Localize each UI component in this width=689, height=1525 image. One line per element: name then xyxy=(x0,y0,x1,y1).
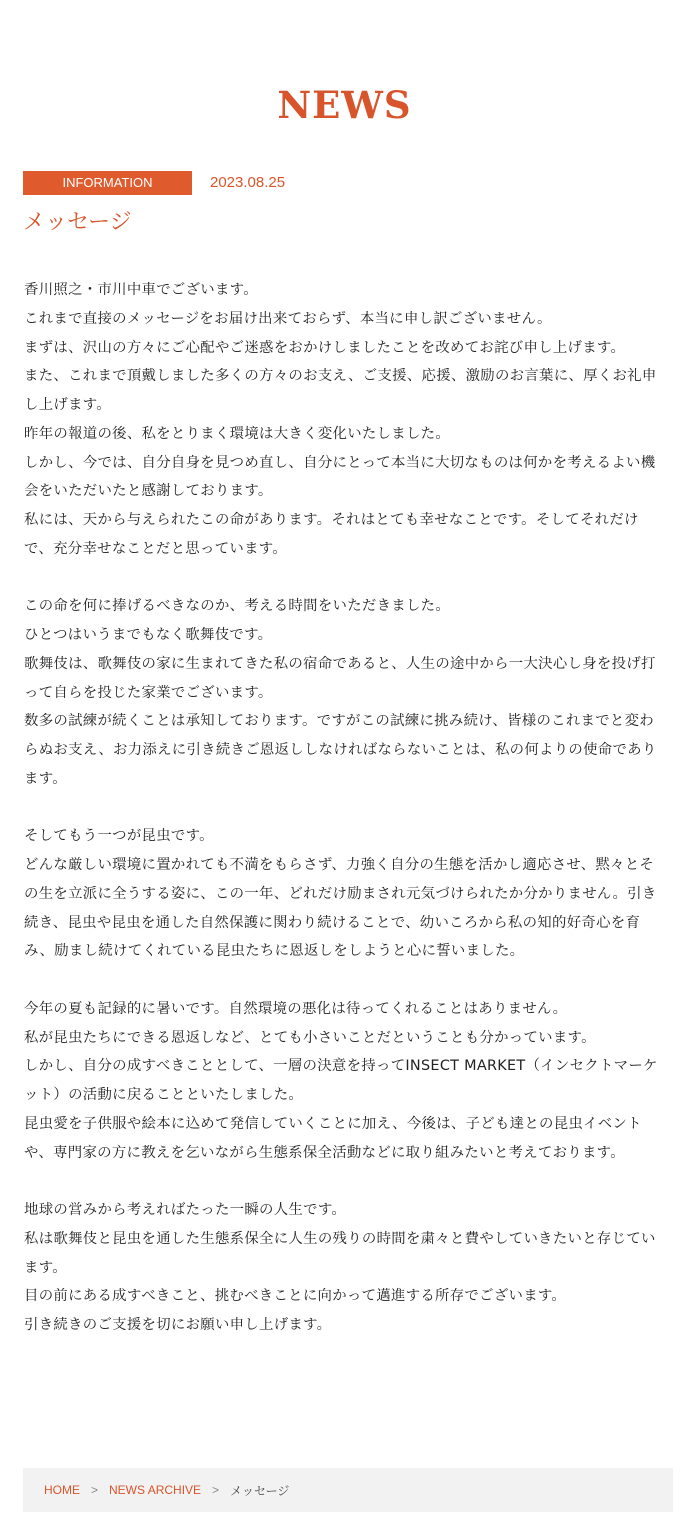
body-line: 香川照之・市川中車でございます。 xyxy=(24,282,258,298)
article-title: メッセージ xyxy=(23,210,132,235)
breadcrumb-current: メッセージ xyxy=(230,1483,290,1498)
breadcrumb-separator: > xyxy=(91,1483,99,1497)
body-line: 引き続きのご支援を切にお願い申し上げます。 xyxy=(24,1317,332,1333)
body-line: ひとつはいうまでもなく歌舞伎です。 xyxy=(24,627,273,643)
paragraph-1 xyxy=(24,276,666,564)
paragraph-2 xyxy=(24,592,666,793)
body-line: 今年の夏も記録的に暑いです。自然環境の悪化は待ってくれることはありません。 xyxy=(24,1000,568,1017)
article-body xyxy=(24,276,666,1340)
article-meta xyxy=(23,171,285,195)
post-date: 2023.08.25 xyxy=(210,174,286,191)
body-line: しかし、自分の成すべきこととして、一層の決意を持ってINSECT MARKET（インセクトマーケット）の活動に戻ることといたしました。 xyxy=(24,1058,658,1103)
body-line: 昨年の報道の後、私をとりまく環境は大きく変化いたしました。 xyxy=(24,425,451,442)
breadcrumb-separator: > xyxy=(212,1483,220,1497)
body-line: 目の前にある成すべきこと、挑むべきことに向かって邁進する所存でございます。 xyxy=(24,1288,567,1305)
body-line: この命を何に捧げるべきなのか、考える時間をいただきました。 xyxy=(24,598,451,615)
body-line: 地球の営みから考えればたった一瞬の人生です。 xyxy=(24,1202,347,1218)
paragraph-4 xyxy=(24,995,666,1168)
page-title: NEWS xyxy=(277,82,412,127)
body-line: 私には、天から与えられたこの命があります。それはとても幸せなことです。そしてそれだけで、充分幸せなことだと思っています。 xyxy=(24,512,639,557)
body-line: 歌舞伎は、歌舞伎の家に生まれてきた私の宿命であると、人生の途中から一大決心し身を投げ打って自らを投じた家業でございます。 xyxy=(24,655,656,701)
paragraph-3 xyxy=(24,822,666,966)
body-line: しかし、今では、自分自身を見つめ直し、自分にとって本当に大切なものは何かを考えるよい機会をいただいたと感謝しております。 xyxy=(24,454,656,500)
body-line: 私は歌舞伎と昆虫を通した生態系保全に人生の残りの時間を粛々と費やしていきたいと存じています。 xyxy=(24,1230,656,1276)
breadcrumb-archive-link[interactable]: NEWS ARCHIVE xyxy=(109,1483,202,1497)
body-line: 昆虫愛を子供服や絵本に込めて発信していくことに加え、今後は、子ども達との昆虫イベントや、専門家の方に教えを乞いながら生態系保全活動などに取り組みたいと考えております。 xyxy=(24,1115,642,1161)
body-line: また、これまで頂戴しました多くの方々のお支え、ご支援、応援、激励のお言葉に、厚くお礼申し上げます。 xyxy=(24,368,657,413)
body-line: これまで直接のメッセージをお届け出来ておらず、本当に申し訳ございません。 xyxy=(24,310,552,327)
body-line: どんな厳しい環境に置かれても不満をもらさず、力強く自分の生態を活かし適応させ、黙々とその生を立派に全うする姿に、この一年、どれだけ励まされ元気づけられたか分かりません。引き続き、昆虫や昆虫を通した自然保護に関わり続けることで、幼いころから私の知的好奇心を育み、励まし続けてくれている昆虫たちに恩返しをしようと心に誓いました。 xyxy=(24,857,657,960)
breadcrumb-home-link[interactable]: HOME xyxy=(44,1483,80,1497)
body-line: まずは、沢山の方々にご心配やご迷惑をおかけしましたことを改めてお詫び申し上げます。 xyxy=(24,339,626,356)
breadcrumb xyxy=(23,1468,673,1512)
category-badge[interactable]: INFORMATION xyxy=(23,171,192,195)
body-line: そしてもう一つが昆虫です。 xyxy=(24,828,214,845)
body-line: 私が昆虫たちにできる恩返しなど、とても小さいことだということも分かっています。 xyxy=(24,1029,596,1046)
body-line: 数多の試練が続くことは承知しております。ですがこの試練に挑み続け、皆様のこれまでと変わらぬお支え、お力添えに引き続きご恩返ししなければならないことは、私の何よりの使命であります。 xyxy=(24,713,657,787)
paragraph-5 xyxy=(24,1196,666,1340)
